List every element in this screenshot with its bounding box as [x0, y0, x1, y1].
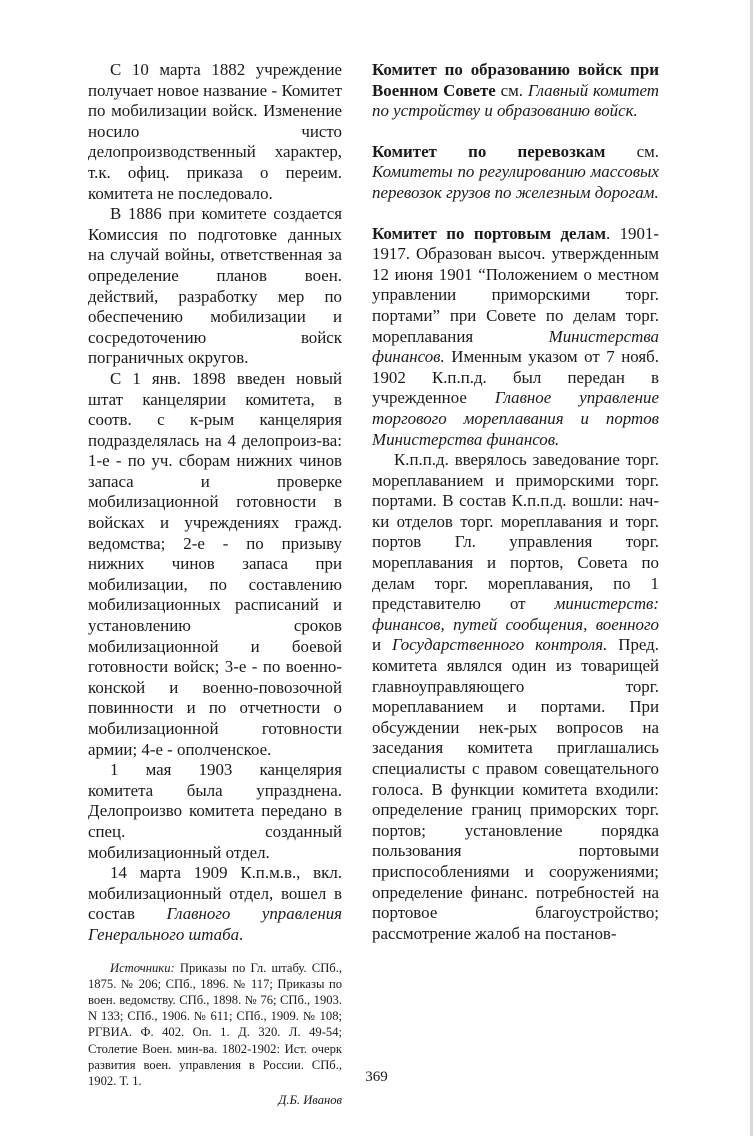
cross-reference: Главный комитет по устройству и образованию войск.: [372, 80, 659, 121]
paragraph-text: и: [372, 635, 392, 655]
paragraph-port-committee-functions: [372, 450, 659, 944]
paragraph-text: Пред. комитета являлся один из товарищей главноуправляющего торг. мореплаванием и портами. При обсуждении нек-рых вопросов на заседания комитета приглашались специалисты с правом совещательного голоса. В функции комитета входили: определение границ приморских торг. портов; установление порядка пользования портовыми приспособлениями и сооружениями; определение финанс. потребностей на портовое благоустройство; рассмотрение жалоб на постанов-: [372, 635, 659, 943]
paragraph-1909-end: .: [239, 924, 244, 944]
cross-reference-general-staff: Главного управления Генерального штаба: [88, 904, 342, 944]
ministries-list: министерств: финансов, путей сообщения, военного: [372, 594, 659, 634]
paragraph-text: К.п.п.д. вверялось заведование торг. мореплаванием и приморскими торг. портами. В состав К.п.п.д. вошли: нач-ки отделов торг. мореплавания и торг. портов Гл. управления торг. мореплавания и портов, Совета по делам торг. мореплавания, по 1 представителю от: [372, 450, 659, 614]
author-signature: Д.Б. Иванов: [278, 1093, 342, 1108]
cross-reference: Комитеты по регулированию массовых перевозок грузов по железным дорогам.: [372, 162, 659, 202]
page-number: 369: [365, 1069, 388, 1085]
entry-text: . 1901-1917. Образован высоч. утвержденным 12 июня 1901 “Положением о местном управлении приморскими торг. портами” при Совете по делам торг. мореплавания: [372, 223, 659, 346]
paragraph-1886: В 1886 при комитете создается Комиссия по подготовке данных на случай войны, ответственная за определение планов воен. действий, разработку мер по обеспечению мобилизации и сосредоточению войск пограничных округов.: [88, 204, 342, 368]
see-reference: см.: [605, 141, 659, 161]
paragraph-1909-text: 14 марта 1909 К.п.м.в., вкл. мобилизационный отдел, вошел в состав: [88, 863, 342, 924]
sources-text: Приказы по Гл. штабу. СПб., 1875. № 206; СПб., 1896. № 117; Приказы по воен. ведомству. СПб., 1898. № 76; СПб., 1903. N 133; СПб., 1906. № 611; СПб., 1909. № 108; РГВИА. Ф. 402. Оп. 1. Д. 320. Л. 49-54; Столетие Воен. мин-ва. 1802-1902: Ист. очерк развития воен. управления в России. СПб., 1902. Т. 1.: [88, 960, 342, 1088]
see-reference: см.: [495, 80, 528, 100]
paragraph-1882: С 10 марта 1882 учреждение получает новое название - Комитет по мобилизации войск. Изменение носило чисто делопроизводственный характер, т.к. офиц. приказа о переим. комитета не последовало.: [88, 60, 342, 203]
paragraph-1903: 1 мая 1903 канцелярия комитета была упразднена. Делопроизво комитета передано в спец. созданный мобилизационный отдел.: [88, 760, 342, 862]
sources-label: Источники:: [110, 960, 175, 975]
entry-heading: Комитет по образованию войск при Военном Совете: [372, 60, 659, 100]
paragraph-1898: С 1 янв. 1898 введен новый штат канцелярии комитета, в соотв. с к-рым канцелярия подразделялась на 4 делопроиз-ва: 1-е - по уч. сборам нижних чинов запаса и проверке мобилизационной готовности в войсках и учреждениях гражд. ведомства; 2-е - по призыву нижних чинов запаса при мобилизации, по составлению мобилизационных расписаний и установлению сроков мобилизационной и боевой готовности войск; 3-е - по военно-конской и военно-повозочной повинности и по отчетности о мобилизационной готовности армии; 4-е - ополченское.: [88, 368, 342, 759]
entry-heading: Комитет по перевозкам: [372, 141, 606, 161]
right-column: [372, 60, 659, 944]
paragraph-1909: [88, 863, 342, 945]
entry-text: Именным указом от 7 нояб. 1902 К.п.п.д. был передан в учрежденное: [372, 347, 659, 408]
entry-transport-committee: [372, 142, 659, 204]
entry-education-committee: [372, 60, 659, 122]
cross-reference-finance-ministry: Министерства финансов.: [372, 326, 659, 367]
cross-reference-main-directorate: Главное управление торгового мореплавания и портов Министерства финансов.: [372, 388, 659, 449]
state-control-reference: Государственного контроля.: [391, 635, 608, 655]
entry-heading: Комитет по портовым делам: [372, 223, 606, 243]
entry-port-committee: [372, 224, 659, 451]
left-column: [88, 60, 342, 1109]
